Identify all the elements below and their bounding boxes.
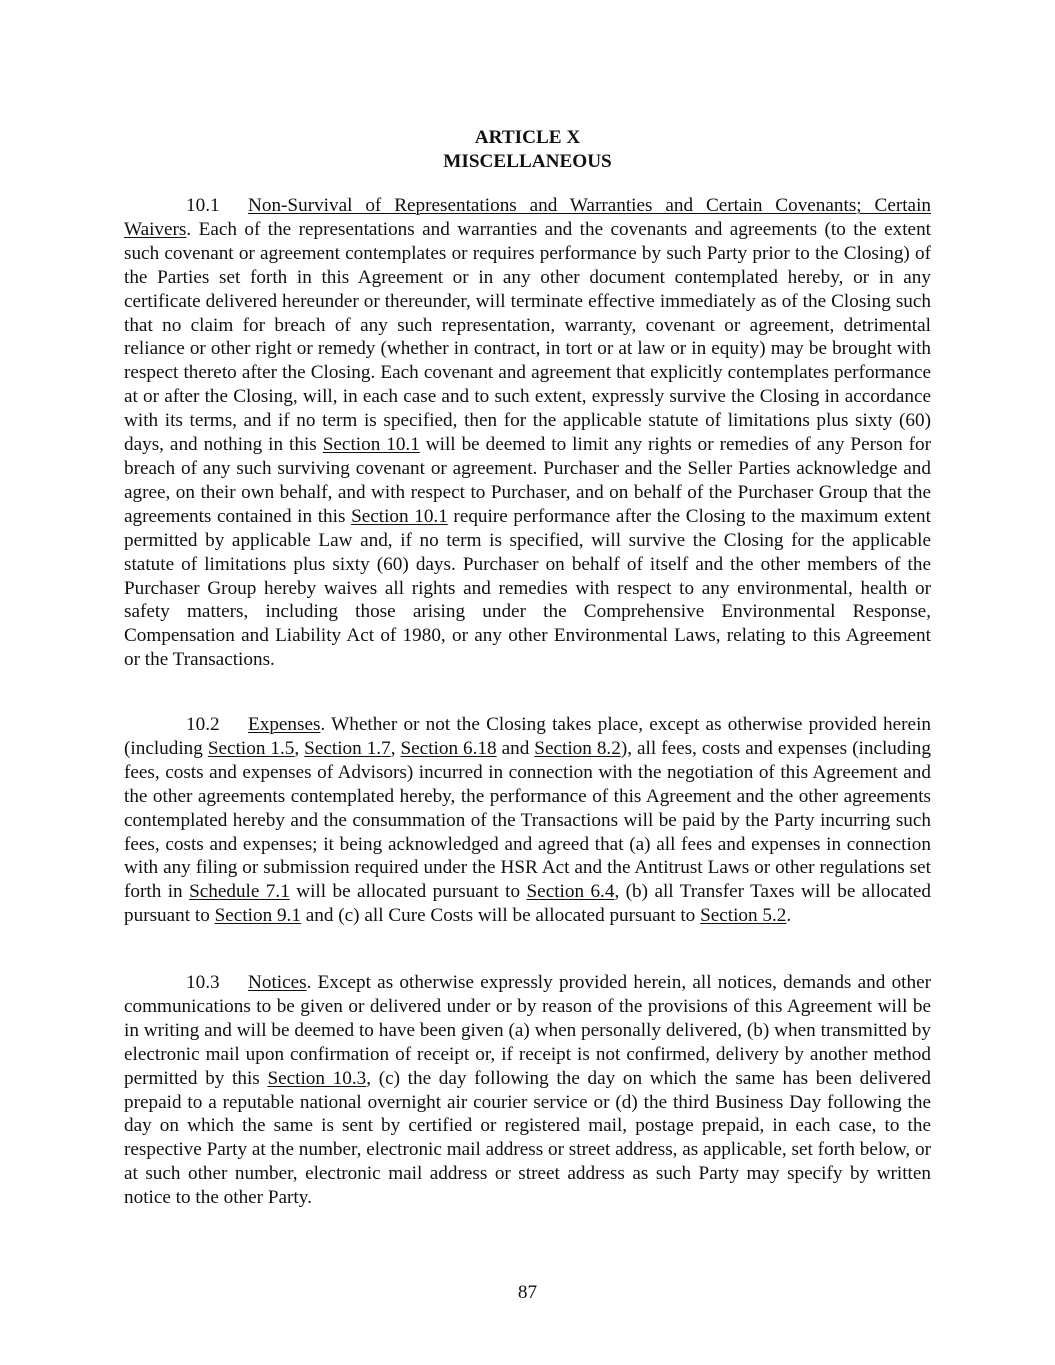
- article-subtitle: MISCELLANEOUS: [443, 151, 612, 172]
- section-10-3-paragraph: [124, 971, 931, 1210]
- article-title: ARTICLE X: [474, 127, 581, 148]
- cross-reference: Section 1.5: [207, 737, 295, 759]
- cross-reference: Non-Survival of Representations and Warranties and Certain Covenants; Certain Waivers: [124, 195, 931, 240]
- section-text: require performance after the Closing to the maximum extent permitted by applicable Law and, if no term is specified, will survive the Closing for the applicable statute of limitations plus sixty (60) days. Purchaser on behalf of itself and the other members of the Purchaser Group hereby waives all rights and remedies with respect to any environmental, health or safety matters, including those arising under the Comprehensive Environmental Response, Compensation and Liability Act of 1980, or any other Environmental Laws, relating to this Agreement or the Transactions.: [124, 505, 931, 671]
- cross-reference: Section 10.1: [322, 434, 420, 456]
- section-text: . Whether or not the Closing takes place, except as otherwise provided herein (including: [124, 714, 931, 759]
- section-10-1-paragraph: [124, 194, 931, 672]
- section-text: will be deemed to limit any rights or remedies of any Person for breach of any such surviving covenant or agreement. Purchaser and the Seller Parties acknowledge and agree, on their own behalf, and with respect to Purchaser, and on behalf of the Purchaser Group that the agreements contained in this: [124, 434, 931, 527]
- section-number: 10.2: [186, 714, 220, 735]
- cross-reference: Section 1.7: [304, 737, 391, 759]
- cross-reference: Section 9.1: [214, 905, 301, 927]
- section-text: ,: [294, 737, 305, 759]
- section-text: and: [496, 737, 535, 759]
- cross-reference: Section 10.3: [267, 1067, 367, 1089]
- section-text: and (c) all Cure Costs will be allocated pursuant to: [300, 905, 701, 927]
- cross-reference: Schedule 7.1: [189, 881, 290, 903]
- section-text: will be allocated pursuant to: [289, 881, 527, 903]
- section-text: .: [786, 905, 792, 927]
- cross-reference: Section 6.18: [400, 737, 497, 759]
- section-text: , (c) the day following the day on which the same has been delivered prepaid to a reputable national overnight air courier service or (d) the third Business Day following the day on which the same is sent by certified or registered mail, postage prepaid, in each case, to the respective Party at the number, electronic mail address or street address, as applicable, set forth below, or at such other number, electronic mail address or street address as such Party may specify by written notice to the other Party.: [124, 1067, 931, 1209]
- section-text: . Each of the representations and warranties and the covenants and agreements (to the extent such covenant or agreement contemplates or requires performance by such Party prior to the Closing) of the Parties set forth in this Agreement or in any other document contemplated hereby, or in any certificate delivered hereunder or thereunder, will terminate effective immediately as of the Closing such that no claim for breach of any such representation, warranty, covenant or agreement, detrimental reliance or other right or remedy (whether in contract, in tort or at law or in equity) may be brought with respect thereto after the Closing. Each covenant and agreement that explicitly contemplates performance at or after the Closing, will, in each case and to such extent, expressly survive the Closing in accordance with its terms, and if no term is specified, then for the applicable statute of limitations plus sixty (60) days, and nothing in this: [124, 218, 931, 456]
- cross-reference: Section 10.1: [351, 505, 448, 527]
- section-number: 10.1: [186, 195, 220, 216]
- cross-reference: Expenses: [248, 714, 321, 735]
- cross-reference: Section 8.2: [534, 737, 621, 759]
- cross-reference: Section 5.2: [700, 905, 787, 927]
- cross-reference: Section 6.4: [526, 881, 615, 903]
- section-text: , (b) all Transfer Taxes will be allocated pursuant to: [124, 881, 931, 927]
- section-text: ,: [390, 737, 401, 759]
- page-number: 87: [517, 1282, 538, 1303]
- cross-reference: Notices: [248, 972, 307, 993]
- section-number: 10.3: [186, 972, 220, 993]
- section-text: . Except as otherwise expressly provided herein, all notices, demands and other communications to be given or delivered under or by reason of the provisions of this Agreement will be in writing and will be deemed to have been given (a) when personally delivered, (b) when transmitted by electronic mail upon confirmation of receipt or, if receipt is not confirmed, delivery by another method permitted by this: [124, 972, 931, 1089]
- section-10-2-paragraph: [124, 713, 931, 928]
- section-text: ), all fees, costs and expenses (including fees, costs and expenses of Advisors) incurred in connection with the negotiation of this Agreement and the other agreements contemplated hereby, the performance of this Agreement and the other agreements contemplated hereby and the consummation of the Transactions will be paid by the Party incurring such fees, costs and expenses; it being acknowledged and agreed that (a) all fees and expenses in connection with any filing or submission required under the HSR Act and the Antitrust Laws or other regulations set forth in: [124, 737, 931, 903]
